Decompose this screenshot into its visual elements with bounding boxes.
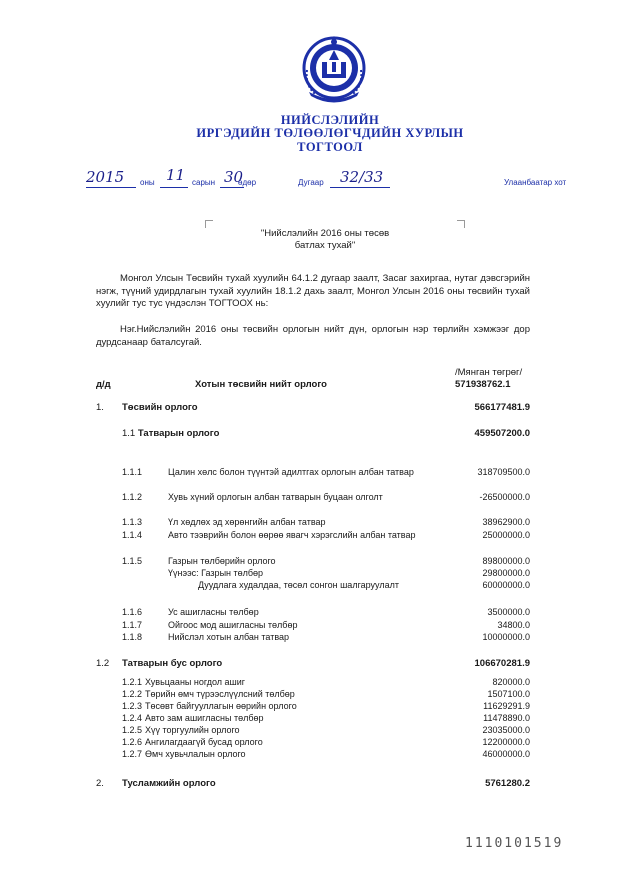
- month-handwritten: 11: [166, 166, 186, 184]
- row-number: 1.2.3: [122, 701, 143, 711]
- row-number: 1.2.6: [122, 737, 143, 747]
- row-number: 2.: [96, 778, 104, 789]
- day-handwritten: 30: [224, 168, 244, 186]
- row-value: 11478890.0: [483, 713, 530, 723]
- row-value: 1507100.0: [487, 689, 530, 699]
- row-label: Татварын бус орлого: [122, 658, 223, 669]
- council-title-line1: НИЙСЛЭЛИЙН: [280, 113, 380, 127]
- row-label: Газрын төлбөрийн орлого: [168, 556, 276, 566]
- row-value: 25000000.0: [482, 530, 530, 540]
- row-number: 1.2: [96, 658, 110, 669]
- state-emblem-icon: [299, 30, 369, 108]
- row-number: 1.1.6: [122, 607, 143, 617]
- row-value: 23035000.0: [482, 725, 530, 735]
- row-number: 1.2.2: [122, 689, 143, 699]
- row-label-number: 1.1: [122, 428, 136, 439]
- row-number: 1.2.5: [122, 725, 143, 735]
- row-value: 106670281.9: [474, 658, 530, 669]
- row-value: 5761280.2: [485, 778, 530, 789]
- day-word: өдөр: [238, 178, 257, 187]
- row-value: 34800.0: [497, 620, 530, 630]
- row-value: 459507200.0: [474, 428, 530, 439]
- subject-line2: батлах тухай": [294, 240, 356, 251]
- row-value: 12200000.0: [482, 737, 530, 747]
- column-header-title: Хотын төсвийн нийт орлого: [195, 379, 327, 390]
- date-line: [86, 166, 586, 192]
- row-value: 46000000.0: [482, 749, 530, 759]
- resolution-subject: [200, 228, 450, 252]
- row-label: Авто зам ашигласны төлбөр: [145, 713, 264, 723]
- place-text: Улаанбаатар хот: [504, 178, 567, 187]
- row-number: 1.1.3: [122, 517, 143, 527]
- row-label: Хүү торгуулийн орлого: [145, 725, 240, 735]
- row-label-text: Татварын орлого: [137, 428, 220, 439]
- row-value: 566177481.9: [474, 402, 530, 413]
- row-label: Ангилагдаагүй бусад орлого: [145, 737, 263, 747]
- subject-line1: "Нийслэлийн 2016 оны төсөв: [260, 228, 390, 239]
- row-label: Ойгоос мод ашигласны төлбөр: [168, 620, 298, 630]
- row-label: Цалин хөлс болон түүнтэй адилтгах орлогын албан татвар: [168, 467, 414, 477]
- row-label: Нийслэл хотын албан татвар: [168, 632, 290, 642]
- row-value: 60000000.0: [482, 580, 530, 590]
- council-title-line2: ИРГЭДИЙН ТӨЛӨӨЛӨГЧДИЙН ХУРЛЫН: [196, 126, 464, 140]
- row-label: Хувь хүний орлогын албан татварын буцаан олголт: [168, 492, 383, 502]
- row-number: 1.1.1: [122, 467, 143, 477]
- number-underline: [330, 187, 390, 188]
- year-word: оны: [140, 178, 155, 187]
- number-handwritten: 32/33: [340, 168, 384, 186]
- row-label: [122, 428, 402, 439]
- row-value: 11629291.9: [483, 701, 530, 711]
- row-value: 38962900.0: [482, 517, 530, 527]
- row-label: Үл хөдлөх эд хөрөнгийн албан татвар: [168, 517, 326, 527]
- row-number: 1.: [96, 402, 104, 413]
- row-label: Төрийн өмч түрээслүүлсний төлбөр: [145, 689, 295, 699]
- subject-corner-right: [457, 220, 465, 228]
- row-value: -26500000.0: [479, 492, 530, 502]
- row-value: 3500000.0: [487, 607, 530, 617]
- row-value: 29800000.0: [482, 568, 530, 578]
- row-number: 1.2.1: [122, 677, 143, 687]
- row-number: 1.1.7: [122, 620, 143, 630]
- row-number: 1.1.8: [122, 632, 143, 642]
- row-label: Ус ашигласны төлбөр: [168, 607, 259, 617]
- row-value: 89800000.0: [482, 556, 530, 566]
- year-handwritten: 2015: [86, 168, 125, 186]
- row-label: Төсөвт байгууллагын өөрийн орлого: [145, 701, 297, 711]
- unit-label: /Мянган төгрөг/: [455, 367, 523, 378]
- row-label: Өмч хувьчлалын орлого: [145, 749, 246, 759]
- row-number: 1.1.4: [122, 530, 143, 540]
- decision-paragraph: Нэг.Нийслэлийн 2016 оны төсвийн орлогын нийт дүн, орлогын нэр төрлийн хэмжээг дор дурдсанаар баталсугай.: [96, 324, 530, 348]
- number-label: Дугаар: [298, 178, 324, 187]
- subject-corner-left: [205, 220, 213, 228]
- row-number: 1.1.5: [122, 556, 143, 566]
- column-header-number: д/д: [96, 379, 111, 390]
- row-value: 820000.0: [492, 677, 530, 687]
- row-number: 1.2.4: [122, 713, 143, 723]
- day-underline: [220, 187, 244, 188]
- row-label: Хувьцааны ногдол ашиг: [145, 677, 246, 687]
- row-number: 1.1.2: [122, 492, 143, 502]
- serial-number-stamp: 1110101519: [465, 836, 564, 851]
- preamble-paragraph: Монгол Улсын Төсвийн тухай хуулийн 64.1.2 дугаар заалт, Засаг захиргаа, нутаг дэвсгэрийн нэгж, түүний удирдлагын тухай хуулийн 18.1.2 дахь заалт, Монгол Улсын 2016 оны төсвийн тухай хуулийг тус тус үндэслэн ТОГТООХ нь:: [96, 273, 530, 309]
- row-label: Тусламжийн орлого: [122, 778, 216, 789]
- council-title-line3: ТОГТООЛ: [297, 140, 363, 154]
- month-word: сарын: [192, 178, 216, 187]
- row-label: Дуудлага худалдаа, төсөл сонгон шалгаруулалт: [198, 580, 399, 590]
- month-underline: [160, 187, 188, 188]
- row-number: 1.2.7: [122, 749, 143, 759]
- row-value: 318709500.0: [477, 467, 530, 477]
- row-label: Төсвийн орлого: [122, 402, 198, 413]
- row-label: Авто тээврийн болон өөрөө явагч хэрэгслийн албан татвар: [168, 530, 416, 540]
- year-underline: [86, 187, 136, 188]
- grand-total: 571938762.1: [455, 379, 511, 390]
- row-value: 10000000.0: [482, 632, 530, 642]
- row-label: Үүнээс: Газрын төлбөр: [168, 568, 264, 578]
